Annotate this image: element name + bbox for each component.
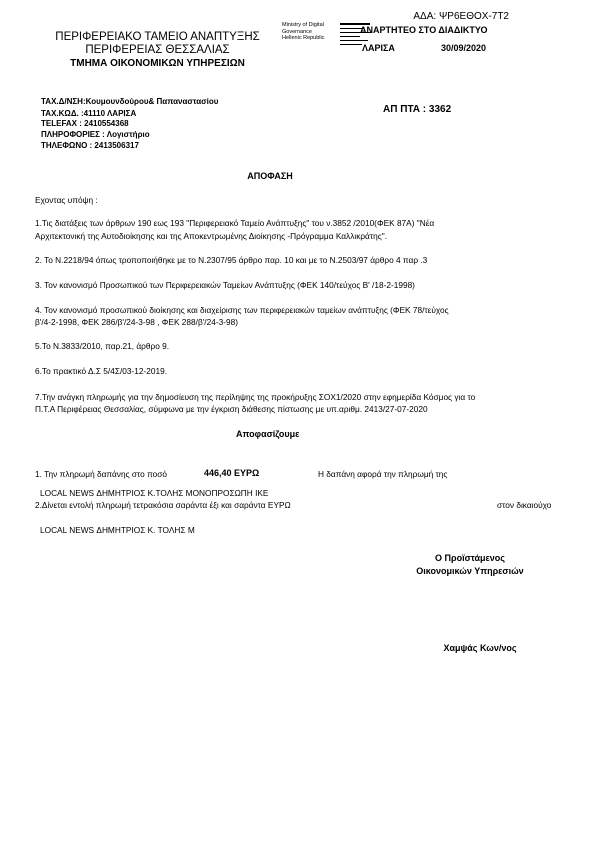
signatory-role: Ο Προϊστάμενος bbox=[435, 553, 505, 563]
having-in-mind: Εχοντας υπόψη : bbox=[35, 195, 98, 205]
header-phone: ΤΗΛΕΦΩΝΟ : 2413506317 bbox=[41, 141, 139, 150]
beneficiary-company-short: LOCAL NEWS ΔΗΜΗΤΡΙΟΣ Κ. ΤΟΛΗΣ Μ bbox=[40, 525, 195, 535]
payment-2-beneficiary: στον δικαιούχο bbox=[497, 500, 552, 510]
clause-3: 3. Τον κανονισμό Προσωπικού των Περιφερειακών Ταμείων Ανάπτυξης (ΦΕΚ 140/τεύχος Β' /18-2-1998) bbox=[35, 280, 415, 290]
protocol-number: ΑΠ ΠΤΑ : 3362 bbox=[383, 104, 452, 115]
clause-4-line2: β'/4-2-1998, ΦΕΚ 286/β'/24-3-98 , ΦΕΚ 288/β'/24-3-98) bbox=[35, 317, 238, 327]
clause-5: 5.Το Ν.3833/2010, παρ.21, άρθρο 9. bbox=[35, 341, 170, 351]
payment-1-purpose: Η δαπάνη αφορά την πληρωμή της bbox=[318, 469, 448, 479]
org-name-line1: ΠΕΡΙΦΕΡΕΙΑΚΟ ΤΑΜΕΙΟ ΑΝΑΠΤΥΞΗΣ bbox=[55, 31, 260, 43]
digital-signature-stamp: Ministry of Digital Governance Hellenic Republic bbox=[282, 22, 325, 41]
header-info: ΠΛΗΡΟΦΟΡΙΕΣ : Λογιστήριο bbox=[41, 130, 150, 139]
header-address: ΤΑΧ.Δ/ΝΣΗ:Κουμουνδούρου& Παπαναστασίου bbox=[41, 97, 219, 106]
clause-2: 2. Το Ν.2218/94 όπως τροποποιήθηκε με το Ν.2307/95 άρθρο παρ. 10 και με το Ν.2503/97 άρθρο 4 παρ .3 bbox=[35, 255, 428, 265]
clause-7-line2: Π.Τ.Α Περιφέρειας Θεσσαλίας, σύμφωνα με την έγκριση διάθεσης πίστωσης με υπ.αριθμ. 2413/27-07-2020 bbox=[35, 404, 428, 414]
payment-1: 1. Την πληρωμή δαπάνης στο ποσό bbox=[35, 469, 168, 479]
document-title: ΑΠΟΦΑΣΗ bbox=[247, 171, 293, 181]
clause-1-line1: 1.Τις διατάξεις των άρθρων 190 εως 193 "Περιφερειακό Ταμείο Ανάπτυξης" του ν.3852 /2010(ΦΕΚ 87Α) "Νέα bbox=[35, 218, 435, 228]
header-postcode: ΤΑΧ.ΚΩΔ. :41110 ΛΑΡΙΣΑ bbox=[41, 109, 137, 118]
clause-6: 6.Το πρακτικό Δ.Σ 5/4Σ/03-12-2019. bbox=[35, 366, 168, 376]
posted-online-label: ΑΝΑΡΤΗΤΕΟ ΣΤΟ ΔΙΑΔΙΚΤΥΟ bbox=[360, 25, 488, 35]
document-date: 30/09/2020 bbox=[441, 43, 487, 53]
beneficiary-company: LOCAL NEWS ΔΗΜΗΤΡΙΟΣ Κ.ΤΟΛΗΣ ΜΟΝΟΠΡΟΣΩΠΗ ΙΚΕ bbox=[40, 488, 269, 498]
ada-code: ΑΔΑ: ΨΡ6ΕΘΟΧ-7Τ2 bbox=[413, 11, 509, 22]
signatory-department: Οικονομικών Υπηρεσιών bbox=[416, 566, 524, 576]
payment-2: 2.Δίνεται εντολή πληρωμή τετρακόσια σαράντα έξι και σαράντα ΕΥΡΩ bbox=[35, 500, 291, 510]
decision-heading: Αποφασίζουμε bbox=[236, 429, 300, 439]
org-department: ΤΜΗΜΑ ΟΙΚΟΝΟΜΙΚΩΝ ΥΠΗΡΕΣΙΩΝ bbox=[70, 58, 245, 69]
city: ΛΑΡΙΣΑ bbox=[362, 43, 395, 53]
clause-1-line2: Αρχιτεκτονική της Αυτοδιοίκησης και της Αποκεντρωμένης Διοίκησης -Πρόγραμμα Καλλικράτης". bbox=[35, 231, 387, 241]
payment-amount: 446,40 ΕΥΡΩ bbox=[204, 468, 260, 478]
signatory-name: Χαμψάς Κων/νος bbox=[443, 643, 517, 653]
clause-4-line1: 4. Τον κανονισμό προσωπικού διοίκησης και διαχείρισης των περιφερειακών ταμείων ανάπτυξης (ΦΕΚ 78/τεύχος bbox=[35, 305, 449, 315]
clause-7-line1: 7.Την ανάγκη πληρωμής για την δημοσίευση της περίληψης της προκήρυξης ΣΟΧ1/2020 στην εφημερίδα Κόσμος για το bbox=[35, 392, 476, 402]
header-fax: TELEFAX : 2410554368 bbox=[41, 119, 129, 128]
org-name-line2: ΠΕΡΙΦΕΡΕΙΑΣ ΘΕΣΣΑΛΙΑΣ bbox=[85, 44, 230, 56]
